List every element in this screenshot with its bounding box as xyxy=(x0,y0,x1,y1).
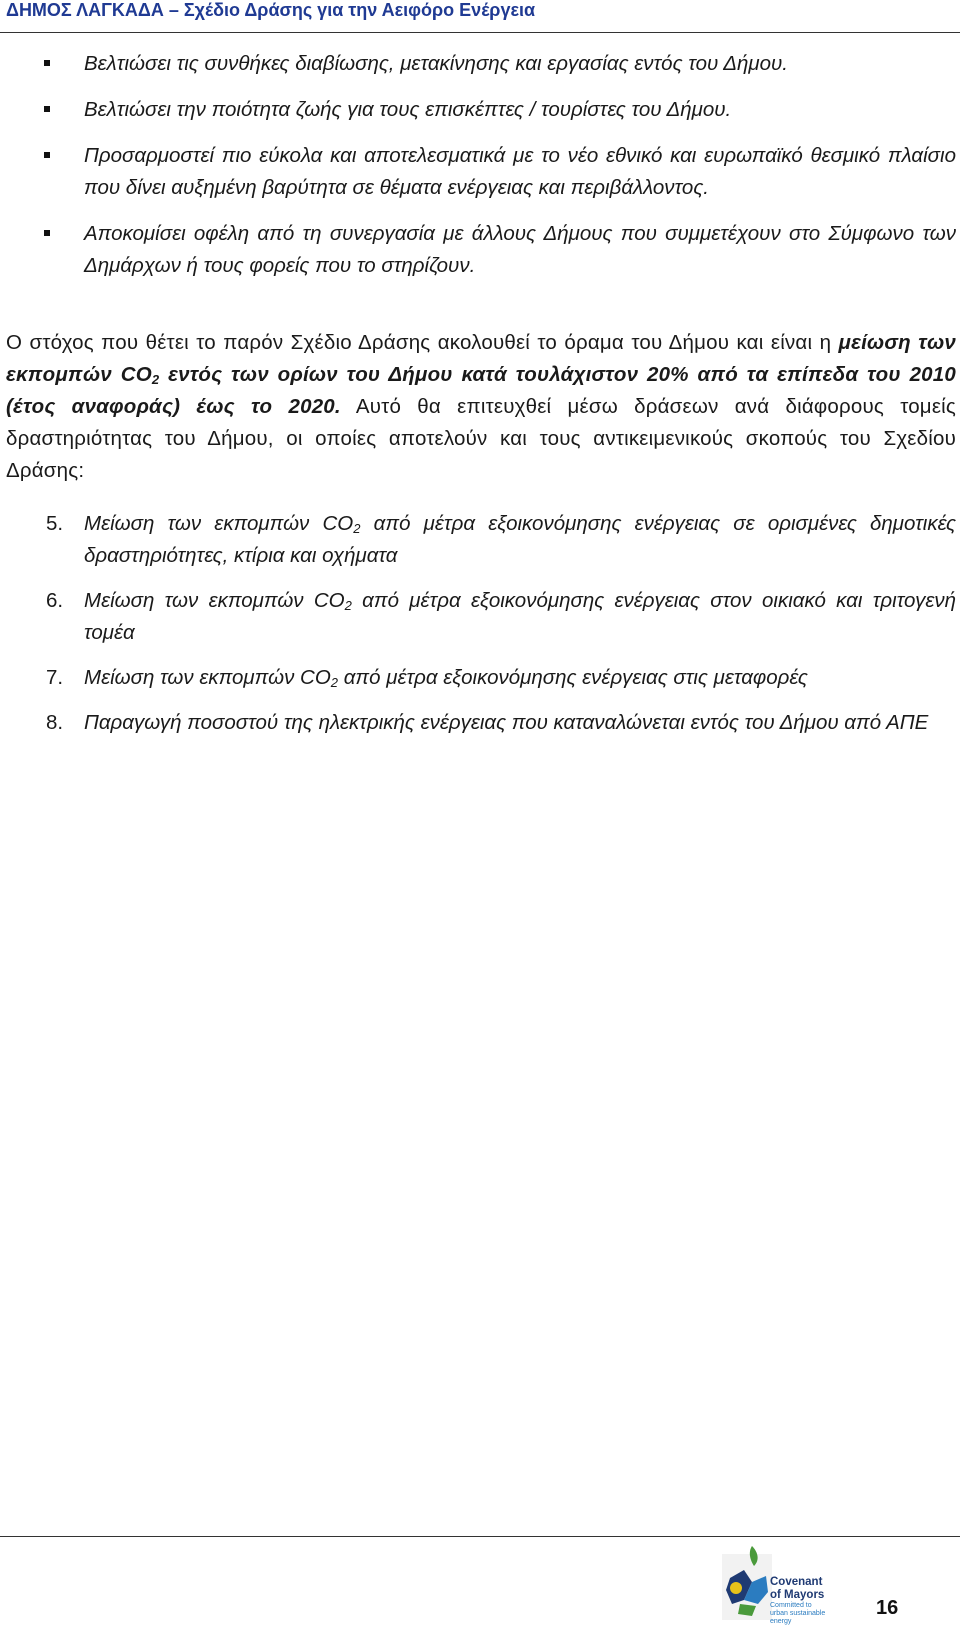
list-number: 6. xyxy=(46,588,64,612)
goal-text-pre: Παραγωγή ποσοστού της ηλεκτρικής ενέργειας που καταναλώνεται εντός του Δήμου από ΑΠΕ xyxy=(84,710,929,734)
list-item-text: Βελτιώσει την ποιότητα ζωής για τους επισκέπτες / τουρίστες του Δήμου. xyxy=(84,98,732,121)
list-item xyxy=(6,662,956,694)
list-item xyxy=(6,508,956,572)
subscript-2: 2 xyxy=(344,597,352,613)
subscript-2: 2 xyxy=(353,520,361,536)
square-bullet-icon xyxy=(44,60,50,66)
objectives-list xyxy=(6,508,956,739)
square-bullet-icon xyxy=(44,106,50,112)
page-content xyxy=(6,48,956,752)
list-item xyxy=(6,585,956,649)
subscript-2: 2 xyxy=(330,674,339,690)
goal-text-post: από μέτρα εξοικονόμησης ενέργειας στον οικιακό και τριτογενή τομέα xyxy=(84,588,956,644)
list-number: 7. xyxy=(46,665,64,689)
paragraph-bold-part1: μείωση των εκπομπών CO xyxy=(6,331,956,386)
list-item xyxy=(6,218,956,282)
goal-text-pre: Μείωση των εκπομπών CO xyxy=(84,665,331,689)
goal-text-pre: Μείωση των εκπομπών CO xyxy=(84,588,345,612)
list-number: 5. xyxy=(46,511,64,535)
logo-line2: of Mayors xyxy=(770,1589,825,1601)
list-item-text: Βελτιώσει τις συνθήκες διαβίωσης, μετακίνησης και εργασίας εντός του Δήμου. xyxy=(84,52,788,75)
list-item xyxy=(6,707,956,739)
footer-divider xyxy=(0,1536,960,1537)
logo-mark-icon xyxy=(722,1542,772,1622)
paragraph-intro: Ο στόχος που θέτει το παρόν Σχέδιο Δράσης ακολουθεί το όραμα του Δήμου και είναι η xyxy=(6,331,839,354)
list-item xyxy=(6,48,956,80)
goal-text-post: από μέτρα εξοικονόμησης ενέργειας στις μεταφορές xyxy=(338,665,808,689)
page-number: 16 xyxy=(876,1597,899,1619)
list-item-text: Προσαρμοστεί πιο εύκολα και αποτελεσματικά με το νέο εθνικό και ευρωπαϊκό θεσμικό πλαίσιο που δίνει αυξημένη βαρύτητα σε θέματα ενέργειας και περιβάλλοντος. xyxy=(84,144,956,199)
list-number: 8. xyxy=(46,710,64,734)
list-item xyxy=(6,94,956,126)
logo-line1: Covenant xyxy=(770,1576,823,1588)
subscript-2: 2 xyxy=(151,372,160,387)
page-header xyxy=(0,0,960,34)
goal-text-pre: Μείωση των εκπομπών CO xyxy=(84,511,354,535)
covenant-of-mayors-logo xyxy=(722,1542,830,1625)
logo-tagline: Committed to urban sustainable energy xyxy=(770,1602,826,1625)
header-divider xyxy=(0,32,960,33)
goal-text-post: από μέτρα εξοικονόμησης ενέργειας σε ορισμένες δημοτικές δραστηριότητες, κτίρια και οχήματα xyxy=(84,511,956,567)
list-item xyxy=(6,140,956,204)
paragraph-bold-part2: εντός των ορίων του Δήμου κατά τουλάχιστον 20% από τα επίπεδα του 2010 (έτος αναφοράς) έως το 2020. xyxy=(6,363,956,418)
list-item-text: Αποκομίσει οφέλη από τη συνεργασία με άλλους Δήμους που συμμετέχουν στο Σύμφωνο των Δημάρχων ή τους φορείς που το στηρίζουν. xyxy=(84,222,956,277)
square-bullet-icon xyxy=(44,230,50,236)
target-paragraph xyxy=(6,327,956,487)
logo-text xyxy=(770,1576,830,1626)
document-title: ΔΗΜΟΣ ΛΑΓΚΑΔΑ – Σχέδιο Δράσης για την Αειφόρο Ενέργεια xyxy=(6,0,536,20)
benefits-list xyxy=(6,48,956,282)
paragraph-outro: Αυτό θα επιτευχθεί μέσω δράσεων ανά διάφορους τομείς δραστηριότητας του Δήμου, οι οποίες αποτελούν και τους αντικειμενικούς σκοπούς του Σχεδίου Δράσης: xyxy=(6,395,956,482)
square-bullet-icon xyxy=(44,152,50,158)
